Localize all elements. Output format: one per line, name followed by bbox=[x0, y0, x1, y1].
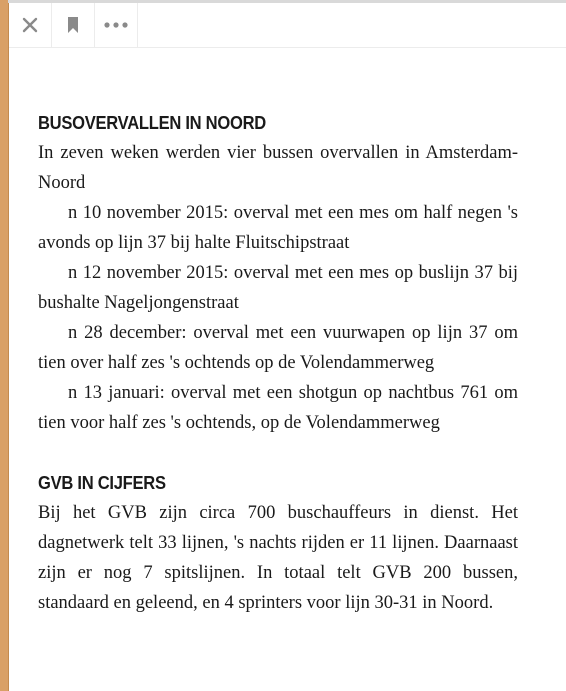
list-item: n 10 november 2015: overval met een mes om half negen 's avonds op lijn 37 bij halte Fluitschipstraat bbox=[38, 203, 518, 253]
article-body bbox=[38, 108, 518, 618]
left-rail bbox=[0, 0, 9, 691]
more-button[interactable] bbox=[95, 3, 138, 47]
more-icon bbox=[104, 22, 128, 28]
list-item: n 13 januari: overval met een shotgun op nachtbus 761 om tien voor half zes 's ochtends, op de Volendammerweg bbox=[38, 383, 518, 433]
bookmark-button[interactable] bbox=[52, 3, 95, 47]
reader-toolbar bbox=[9, 3, 566, 48]
section-heading-busovervallen: BUSOVERVALLEN IN NOORD bbox=[38, 113, 266, 133]
section-spacer bbox=[38, 438, 518, 468]
section-body-gvb: Bij het GVB zijn circa 700 buschauffeurs in dienst. Het dagnetwerk telt 33 lijnen, 's nachts rijden er 11 lijnen. Daarnaast zijn er nog 7 spitslijnen. In totaal telt GVB 200 bussen, standaard en geleend, en 4 sprinters voor lijn 30-31 in Noord. bbox=[38, 503, 518, 613]
close-button[interactable] bbox=[9, 3, 52, 47]
section-heading-gvb: GVB IN CIJFERS bbox=[38, 473, 166, 493]
close-icon bbox=[22, 17, 38, 33]
bookmark-icon bbox=[67, 17, 79, 33]
list-item: n 12 november 2015: overval met een mes op buslijn 37 bij bushalte Nageljongenstraat bbox=[38, 263, 518, 313]
list-item: n 28 december: overval met een vuurwapen op lijn 37 om tien over half zes 's ochtends op de Volendammerweg bbox=[38, 323, 518, 373]
section-intro: In zeven weken werden vier bussen overvallen in Amsterdam-Noord bbox=[38, 143, 518, 193]
